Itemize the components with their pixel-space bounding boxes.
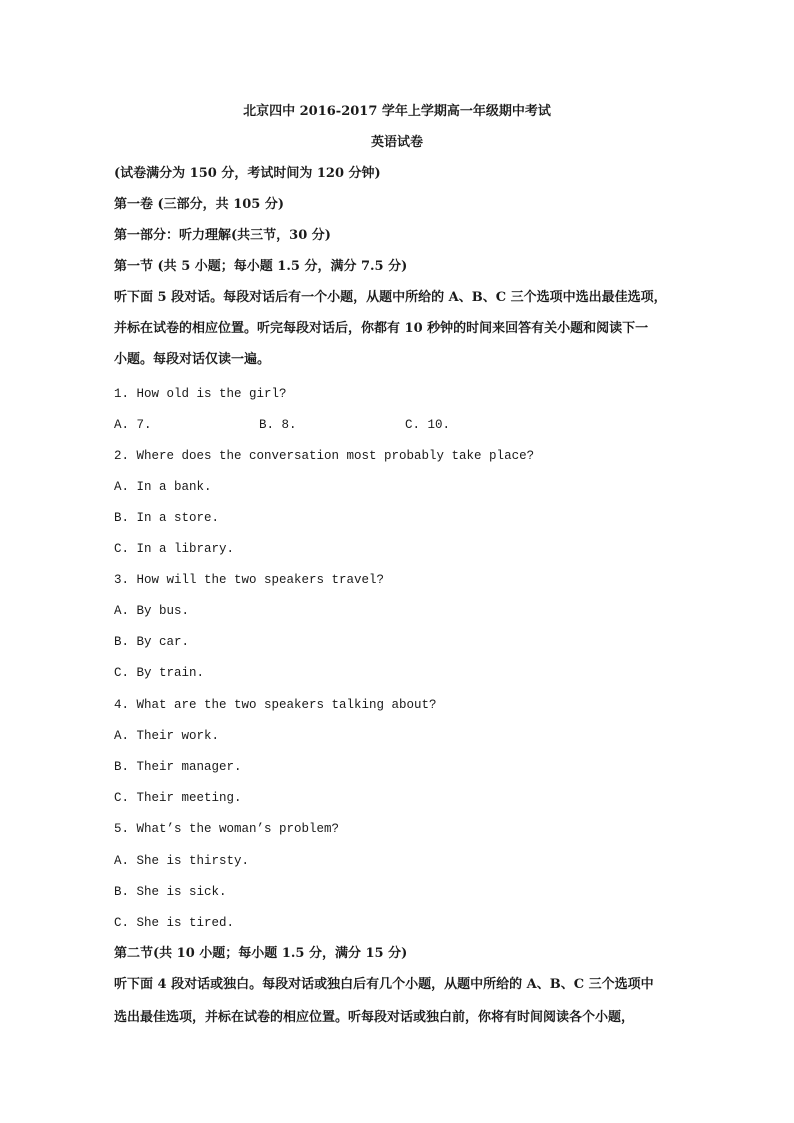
question-3-option-a: A. By bus. bbox=[114, 604, 190, 618]
question-2-stem: 2. Where does the conversation most probably take place? bbox=[114, 449, 535, 463]
volume-heading: 第一卷 (三部分，共 105 分) bbox=[114, 197, 285, 212]
question-1-stem: 1. How old is the girl? bbox=[114, 387, 287, 401]
question-1-option-a: A. 7. bbox=[114, 418, 152, 432]
question-2-option-a: A. In a bank. bbox=[114, 480, 212, 494]
question-4-option-c: C. Their meeting. bbox=[114, 791, 242, 805]
question-4-option-b: B. Their manager. bbox=[114, 760, 242, 774]
instruction-line: 选出最佳选项，并标在试卷的相应位置。听每段对话或独白前，你将有时间阅读各个小题， bbox=[114, 1010, 635, 1025]
question-3-stem: 3. How will the two speakers travel? bbox=[114, 573, 385, 587]
exam-note: (试卷满分为 150 分，考试时间为 120 分钟) bbox=[114, 166, 381, 181]
section-heading: 第一部分：听力理解(共三节，30 分) bbox=[114, 228, 331, 243]
question-3-option-b: B. By car. bbox=[114, 635, 190, 649]
question-5-option-b: B. She is sick. bbox=[114, 885, 227, 899]
question-1-option-b: B. 8. bbox=[259, 418, 297, 432]
question-4-stem: 4. What are the two speakers talking about? bbox=[114, 698, 437, 712]
exam-title: 北京四中 2016-2017 学年上学期高一年级期中考试 bbox=[243, 104, 551, 119]
question-2-option-b: B. In a store. bbox=[114, 511, 220, 525]
instruction-line: 并标在试卷的相应位置。听完每段对话后，你都有 10 秒钟的时间来回答有关小题和阅读下一 bbox=[114, 321, 649, 336]
question-4-option-a: A. Their work. bbox=[114, 729, 220, 743]
instruction-line: 小题。每段对话仅读一遍。 bbox=[114, 352, 271, 367]
question-5-option-c: C. She is tired. bbox=[114, 916, 235, 930]
question-3-option-c: C. By train. bbox=[114, 666, 205, 680]
question-5-stem: 5. What’s the woman’s problem? bbox=[114, 822, 340, 836]
subsection-2-heading: 第二节(共 10 小题；每小题 1.5 分，满分 15 分) bbox=[114, 946, 408, 961]
question-5-option-a: A. She is thirsty. bbox=[114, 854, 250, 868]
instruction-line: 听下面 4 段对话或独白。每段对话或独白后有几个小题，从题中所给的 A、B、C 三个选项中 bbox=[114, 977, 654, 992]
subsection-1-heading: 第一节 (共 5 小题；每小题 1.5 分，满分 7.5 分) bbox=[114, 259, 408, 274]
question-1-option-c: C. 10. bbox=[405, 418, 451, 432]
exam-subject: 英语试卷 bbox=[370, 135, 423, 150]
question-2-option-c: C. In a library. bbox=[114, 542, 235, 556]
instruction-line: 听下面 5 段对话。每段对话后有一个小题，从题中所给的 A、B、C 三个选项中选出最佳选项， bbox=[114, 290, 667, 305]
